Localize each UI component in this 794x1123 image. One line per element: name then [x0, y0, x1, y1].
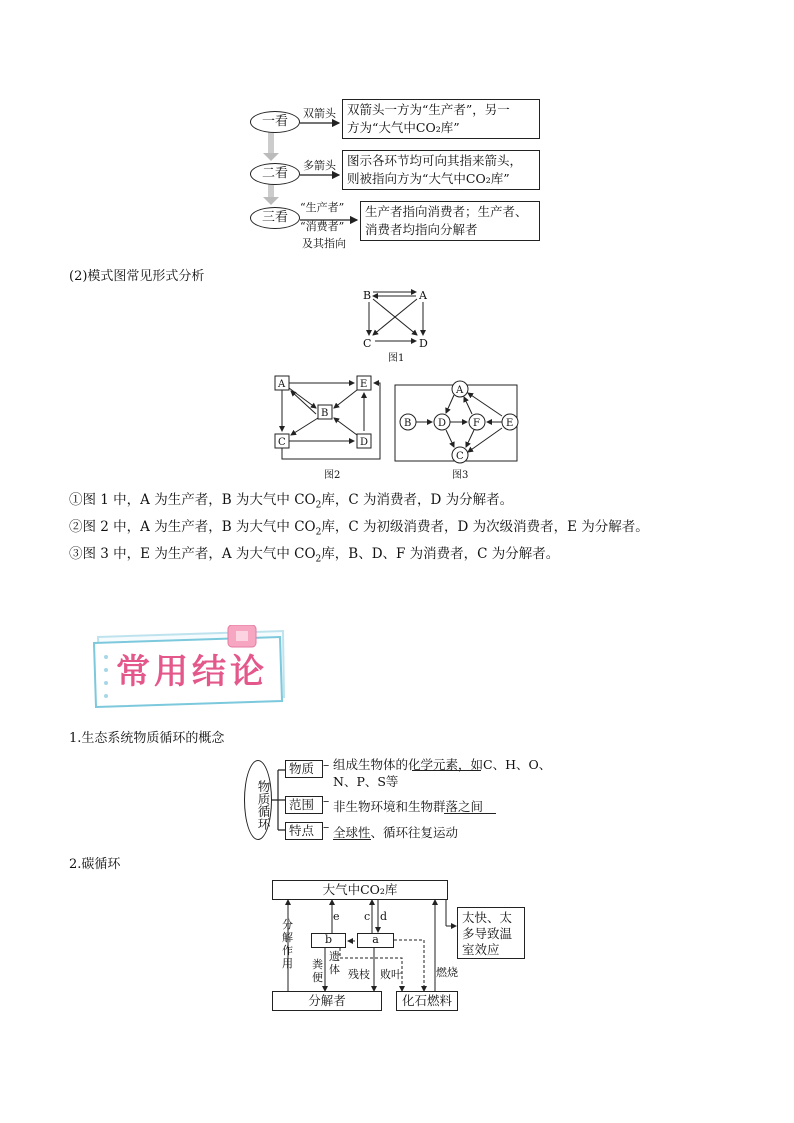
step2-oval: 二看 — [250, 163, 300, 185]
analysis-2 — [69, 515, 649, 538]
burning-label: 燃烧 — [436, 966, 458, 979]
underline-chemical-elements — [412, 770, 481, 771]
fig2-node-a: A — [278, 379, 286, 390]
step3-desc-line2: 消费者均指向分解者 — [365, 222, 478, 237]
node-b: b — [311, 933, 346, 948]
fig3-node-c: C — [456, 451, 464, 462]
item-feature-label: 特点 — [285, 822, 323, 840]
fig1-node-a: A — [419, 289, 427, 302]
arrow-label-d: d — [380, 910, 388, 923]
analysis-1-post: 库，C 为消费者，D 为分解者。 — [321, 492, 514, 508]
analysis-2-sub: 2 — [315, 527, 322, 538]
underline-global — [333, 839, 371, 840]
feces-label: 粪便 — [312, 958, 323, 984]
fig3-node-d: D — [438, 418, 447, 429]
figure-1 — [355, 285, 445, 365]
fig3-node-b: B — [404, 418, 412, 429]
item-feature-dash: – — [323, 819, 330, 834]
analysis-1-pre: ①图 1 中，A 为生产者，B 为大气中 CO — [69, 492, 316, 508]
fig3-node-a: A — [456, 385, 464, 396]
step1-criterion: 双箭头 — [303, 107, 336, 120]
step1-desc-line1: 双箭头一方为“生产者”，另一 — [347, 102, 510, 117]
fig1-node-d: D — [419, 337, 428, 350]
node-a: a — [357, 933, 394, 948]
atmosphere-box: 大气中CO₂库 — [272, 880, 448, 900]
arrow-label-e: e — [333, 910, 340, 923]
step3-criterion-2: “消费者” — [300, 220, 345, 233]
step2-desc-box — [342, 150, 540, 190]
greenhouse-effect-box: 太快、太多导致温室效应 — [457, 907, 525, 959]
step2-desc-line2: 则被指向方为“大气中CO₂库” — [347, 171, 510, 186]
analysis-3-pre: ③图 3 中，E 为生产者，A 为大气中 CO — [69, 546, 316, 562]
material-cycle-center: 物质循环 — [244, 760, 272, 840]
fig1-node-c: C — [363, 337, 372, 350]
fig2-node-c: C — [278, 437, 286, 448]
step3-oval: 三看 — [250, 207, 300, 229]
step3-criterion-1: “生产者” — [300, 201, 345, 214]
step2-desc-line1: 图示各环节均可向其指来箭头， — [347, 153, 523, 168]
step3-criterion-3: 及其指向 — [302, 237, 346, 250]
branches-label: 残枝 — [348, 968, 370, 981]
item-material-dash: – — [323, 757, 330, 772]
analysis-3 — [69, 542, 559, 565]
item-material-text-1: 组成生物体的化学元素，如C、H、O、 — [333, 757, 552, 772]
step3-desc-box — [360, 201, 540, 241]
step1-oval: 一看 — [250, 111, 300, 133]
decomposer-box: 分解者 — [272, 991, 382, 1011]
analysis-3-sub: 2 — [315, 554, 322, 565]
leaves-label: 败叶 — [380, 968, 402, 981]
analysis-1 — [69, 488, 513, 511]
fig1-node-b: B — [363, 289, 372, 302]
item-material-text-2: N、P、S等 — [333, 774, 399, 789]
section2-title: (2)模式图常见形式分析 — [69, 269, 205, 284]
fig3-caption: 图3 — [452, 470, 469, 481]
analysis-3-post: 库，B、D、F 为消费者，C 为分解者。 — [321, 546, 560, 562]
fig2-node-e: E — [360, 379, 368, 390]
fig2-caption: 图2 — [324, 470, 341, 481]
fossil-fuel-box: 化石燃料 — [396, 991, 458, 1011]
analysis-1-sub: 2 — [315, 500, 322, 511]
item-feature-text: 全球性、循环往复运动 — [333, 825, 459, 840]
arrow-label-c: c — [364, 910, 371, 923]
step1-desc-box — [342, 99, 540, 139]
analysis-2-post: 库，C 为初级消费者，D 为次级消费者，E 为分解者。 — [321, 519, 649, 535]
conclusion1-title: 1.生态系统物质循环的概念 — [69, 731, 225, 746]
step3-desc-line1: 生产者指向消费者；生产者、 — [365, 204, 528, 219]
fig3-node-e: E — [506, 418, 514, 429]
fig1-caption: 图1 — [388, 353, 405, 364]
analysis-2-pre: ②图 2 中，A 为生产者，B 为大气中 CO — [69, 519, 316, 535]
item-range-label: 范围 — [285, 796, 323, 814]
conclusion2-title: 2.碳循环 — [69, 857, 121, 872]
item-material-label: 物质 — [285, 760, 323, 778]
step2-criterion: 多箭头 — [303, 159, 336, 172]
fig2-node-d: D — [360, 437, 369, 448]
decomposition-label: 分解作用 — [282, 918, 293, 970]
underline-biocommunity — [444, 813, 496, 814]
banner-title: 常用结论 — [116, 652, 268, 692]
item-range-text: 非生物环境和生物群落之间 — [333, 799, 484, 814]
figure-2 — [270, 372, 390, 484]
item-range-dash: – — [323, 793, 330, 808]
figure-3 — [392, 378, 524, 484]
remains-label: 遗体 — [329, 950, 340, 976]
fig3-node-f: F — [473, 418, 480, 429]
fig2-node-b: B — [321, 408, 329, 419]
step1-desc-line2: 方为“大气中CO₂库” — [347, 120, 460, 135]
